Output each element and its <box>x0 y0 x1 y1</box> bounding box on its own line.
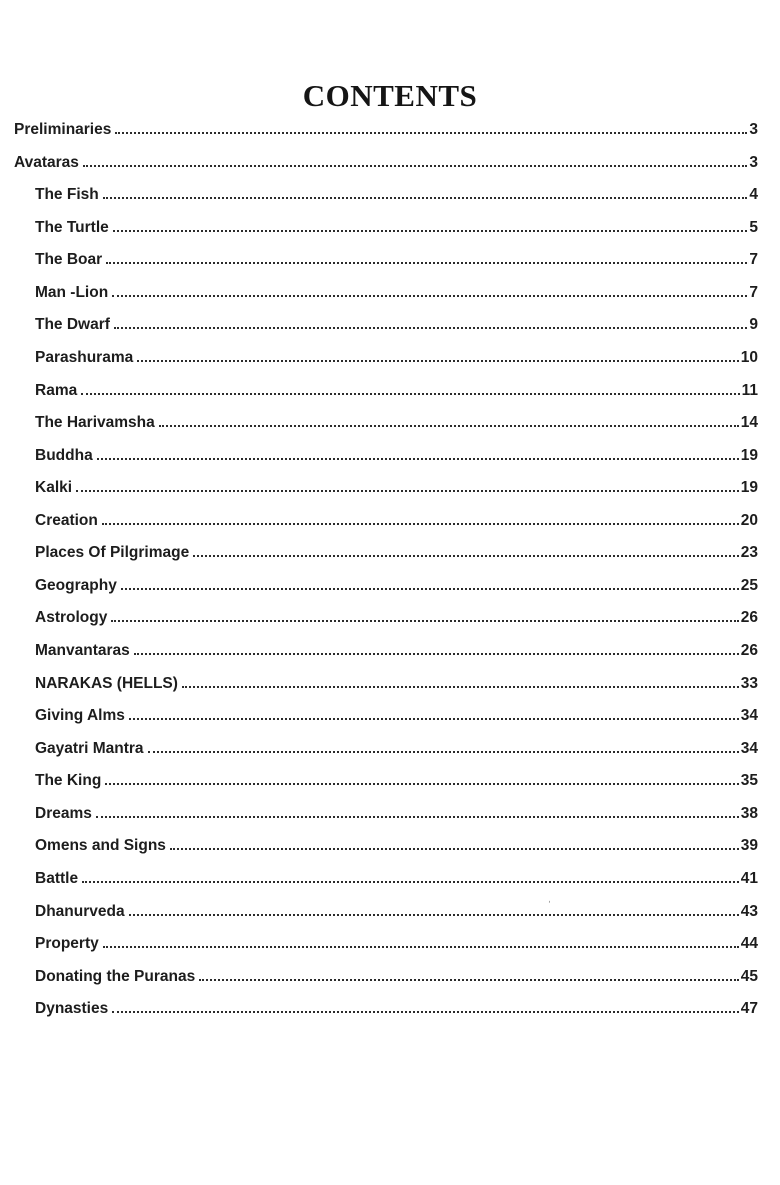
toc-entry-label: Parashurama <box>35 348 134 366</box>
scanned-page <box>0 77 780 1185</box>
toc-entry <box>14 114 758 147</box>
toc-entry-page: 41 <box>740 869 758 887</box>
toc-entry-page: 47 <box>740 1000 758 1018</box>
toc-entry <box>14 798 758 831</box>
toc-entry-page: 34 <box>740 707 758 725</box>
toc-entry-label: Dhanurveda <box>35 902 125 920</box>
dot-leader <box>112 1011 739 1013</box>
toc-entry <box>14 602 758 635</box>
toc-entry <box>14 570 758 603</box>
dot-leader <box>182 686 739 688</box>
toc-entry <box>14 244 758 277</box>
dot-leader <box>112 295 747 297</box>
toc-entry <box>14 147 758 180</box>
toc-entry <box>14 440 758 473</box>
toc-entry-label: The Fish <box>35 186 99 204</box>
toc-entry <box>14 342 758 375</box>
toc-entry-page: 19 <box>740 479 758 497</box>
toc-entry-label: Gayatri Mantra <box>35 739 144 757</box>
toc-entry-page: 11 <box>741 381 758 399</box>
toc-entry <box>14 928 758 961</box>
toc-entry-label: Omens and Signs <box>35 837 166 855</box>
toc-entry-label: Giving Alms <box>35 707 125 725</box>
page-title: CONTENTS <box>302 78 478 113</box>
toc-entry-label: Manvantaras <box>35 642 130 659</box>
toc-entry <box>14 830 758 863</box>
dot-leader <box>137 360 739 362</box>
toc-entry-page: 26 <box>740 609 758 627</box>
dot-leader <box>113 230 748 232</box>
toc-entry <box>14 212 758 245</box>
toc-entry-page: 39 <box>740 837 758 855</box>
toc-entry-label: Buddha <box>35 446 93 464</box>
dot-leader <box>134 653 739 655</box>
toc-entry-page: 33 <box>740 674 758 692</box>
toc-entry-page: 14 <box>740 414 758 432</box>
toc-entry-label: The King <box>35 772 102 790</box>
toc-entry-label: Donating the Puranas <box>35 967 196 985</box>
dot-leader <box>129 914 739 916</box>
dot-leader <box>199 979 739 981</box>
toc-entry-label: The Turtle <box>35 218 109 236</box>
dot-leader <box>170 848 739 850</box>
toc-entry-page: 7 <box>749 283 758 301</box>
toc-entry <box>14 700 758 733</box>
toc-entry <box>14 505 758 538</box>
toc-entry-label: Places Of Pilgrimage <box>35 544 190 562</box>
toc-entry-page: 3 <box>749 121 758 138</box>
toc-entry-label: NARAKAS (HELLS) <box>35 674 178 692</box>
dot-leader <box>148 751 739 753</box>
toc-entry-page: 3 <box>749 153 758 171</box>
toc-entry-page: 35 <box>740 772 758 790</box>
dot-leader <box>115 132 747 134</box>
toc-entry-label: Battle <box>35 869 79 887</box>
toc-entry-label: Astrology <box>35 609 108 627</box>
toc-entry-label: Avataras <box>14 153 79 171</box>
toc-entry-label: Rama <box>35 381 78 399</box>
toc-entry <box>14 277 758 310</box>
dot-leader <box>96 816 739 818</box>
toc-entry <box>14 993 758 1026</box>
dot-leader <box>97 458 739 460</box>
toc-entry <box>14 537 758 570</box>
dot-leader <box>103 946 739 948</box>
toc-entry <box>14 472 758 505</box>
toc-entry-page: 7 <box>749 251 758 269</box>
toc-entry-page: 20 <box>740 511 758 529</box>
toc-entry-page: 9 <box>749 316 758 334</box>
toc-entry <box>14 863 758 896</box>
dot-leader <box>102 523 739 525</box>
toc-entry-page: 4 <box>749 186 758 204</box>
toc-entry-page: 44 <box>740 935 758 953</box>
toc-entry <box>14 635 758 668</box>
dot-leader <box>81 393 739 395</box>
toc-entry-label: The Boar <box>35 251 103 269</box>
toc-entry-page: 43 <box>740 902 758 920</box>
toc-entry-label: Dynasties <box>35 1000 109 1018</box>
dot-leader <box>121 588 739 590</box>
toc-entry-label: Kalki <box>35 479 73 497</box>
dot-leader <box>76 490 739 492</box>
toc-entry <box>14 961 758 994</box>
toc-entry-page: 38 <box>740 804 758 822</box>
toc-entry <box>14 765 758 798</box>
toc-entry-page: 10 <box>740 348 758 366</box>
dot-leader <box>111 620 738 622</box>
toc-entry-page: 25 <box>740 576 758 594</box>
dot-leader <box>114 327 747 329</box>
toc-entry-label: Geography <box>35 576 117 594</box>
scan-speck-artifact: ' <box>547 898 551 910</box>
toc-entry-page: 26 <box>740 642 758 659</box>
dot-leader <box>105 783 738 785</box>
toc-entry <box>14 896 758 929</box>
toc-entry-page: 45 <box>740 967 758 985</box>
toc-entry <box>14 309 758 342</box>
toc-entry-label: Creation <box>35 511 98 529</box>
toc-entry <box>14 668 758 701</box>
toc-entry-label: Preliminaries <box>14 121 112 138</box>
toc-entry <box>14 375 758 408</box>
dot-leader <box>106 262 747 264</box>
toc-entry <box>14 733 758 766</box>
toc-list <box>0 114 780 1026</box>
toc-entry-page: 23 <box>740 544 758 562</box>
toc-entry-label: Property <box>35 935 99 953</box>
toc-entry-label: Dreams <box>35 804 92 822</box>
dot-leader <box>83 165 747 167</box>
toc-entry-label: The Harivamsha <box>35 414 155 432</box>
toc-entry <box>14 407 758 440</box>
toc-entry-label: Man -Lion <box>35 283 109 301</box>
dot-leader <box>82 881 739 883</box>
toc-entry-page: 34 <box>740 739 758 757</box>
toc-entry <box>14 179 758 212</box>
dot-leader <box>103 197 748 199</box>
toc-entry-page: 5 <box>749 218 758 236</box>
toc-entry-label: The Dwarf <box>35 316 110 334</box>
toc-entry-page: 19 <box>740 446 758 464</box>
dot-leader <box>159 425 739 427</box>
dot-leader <box>193 555 739 557</box>
dot-leader <box>129 718 739 720</box>
